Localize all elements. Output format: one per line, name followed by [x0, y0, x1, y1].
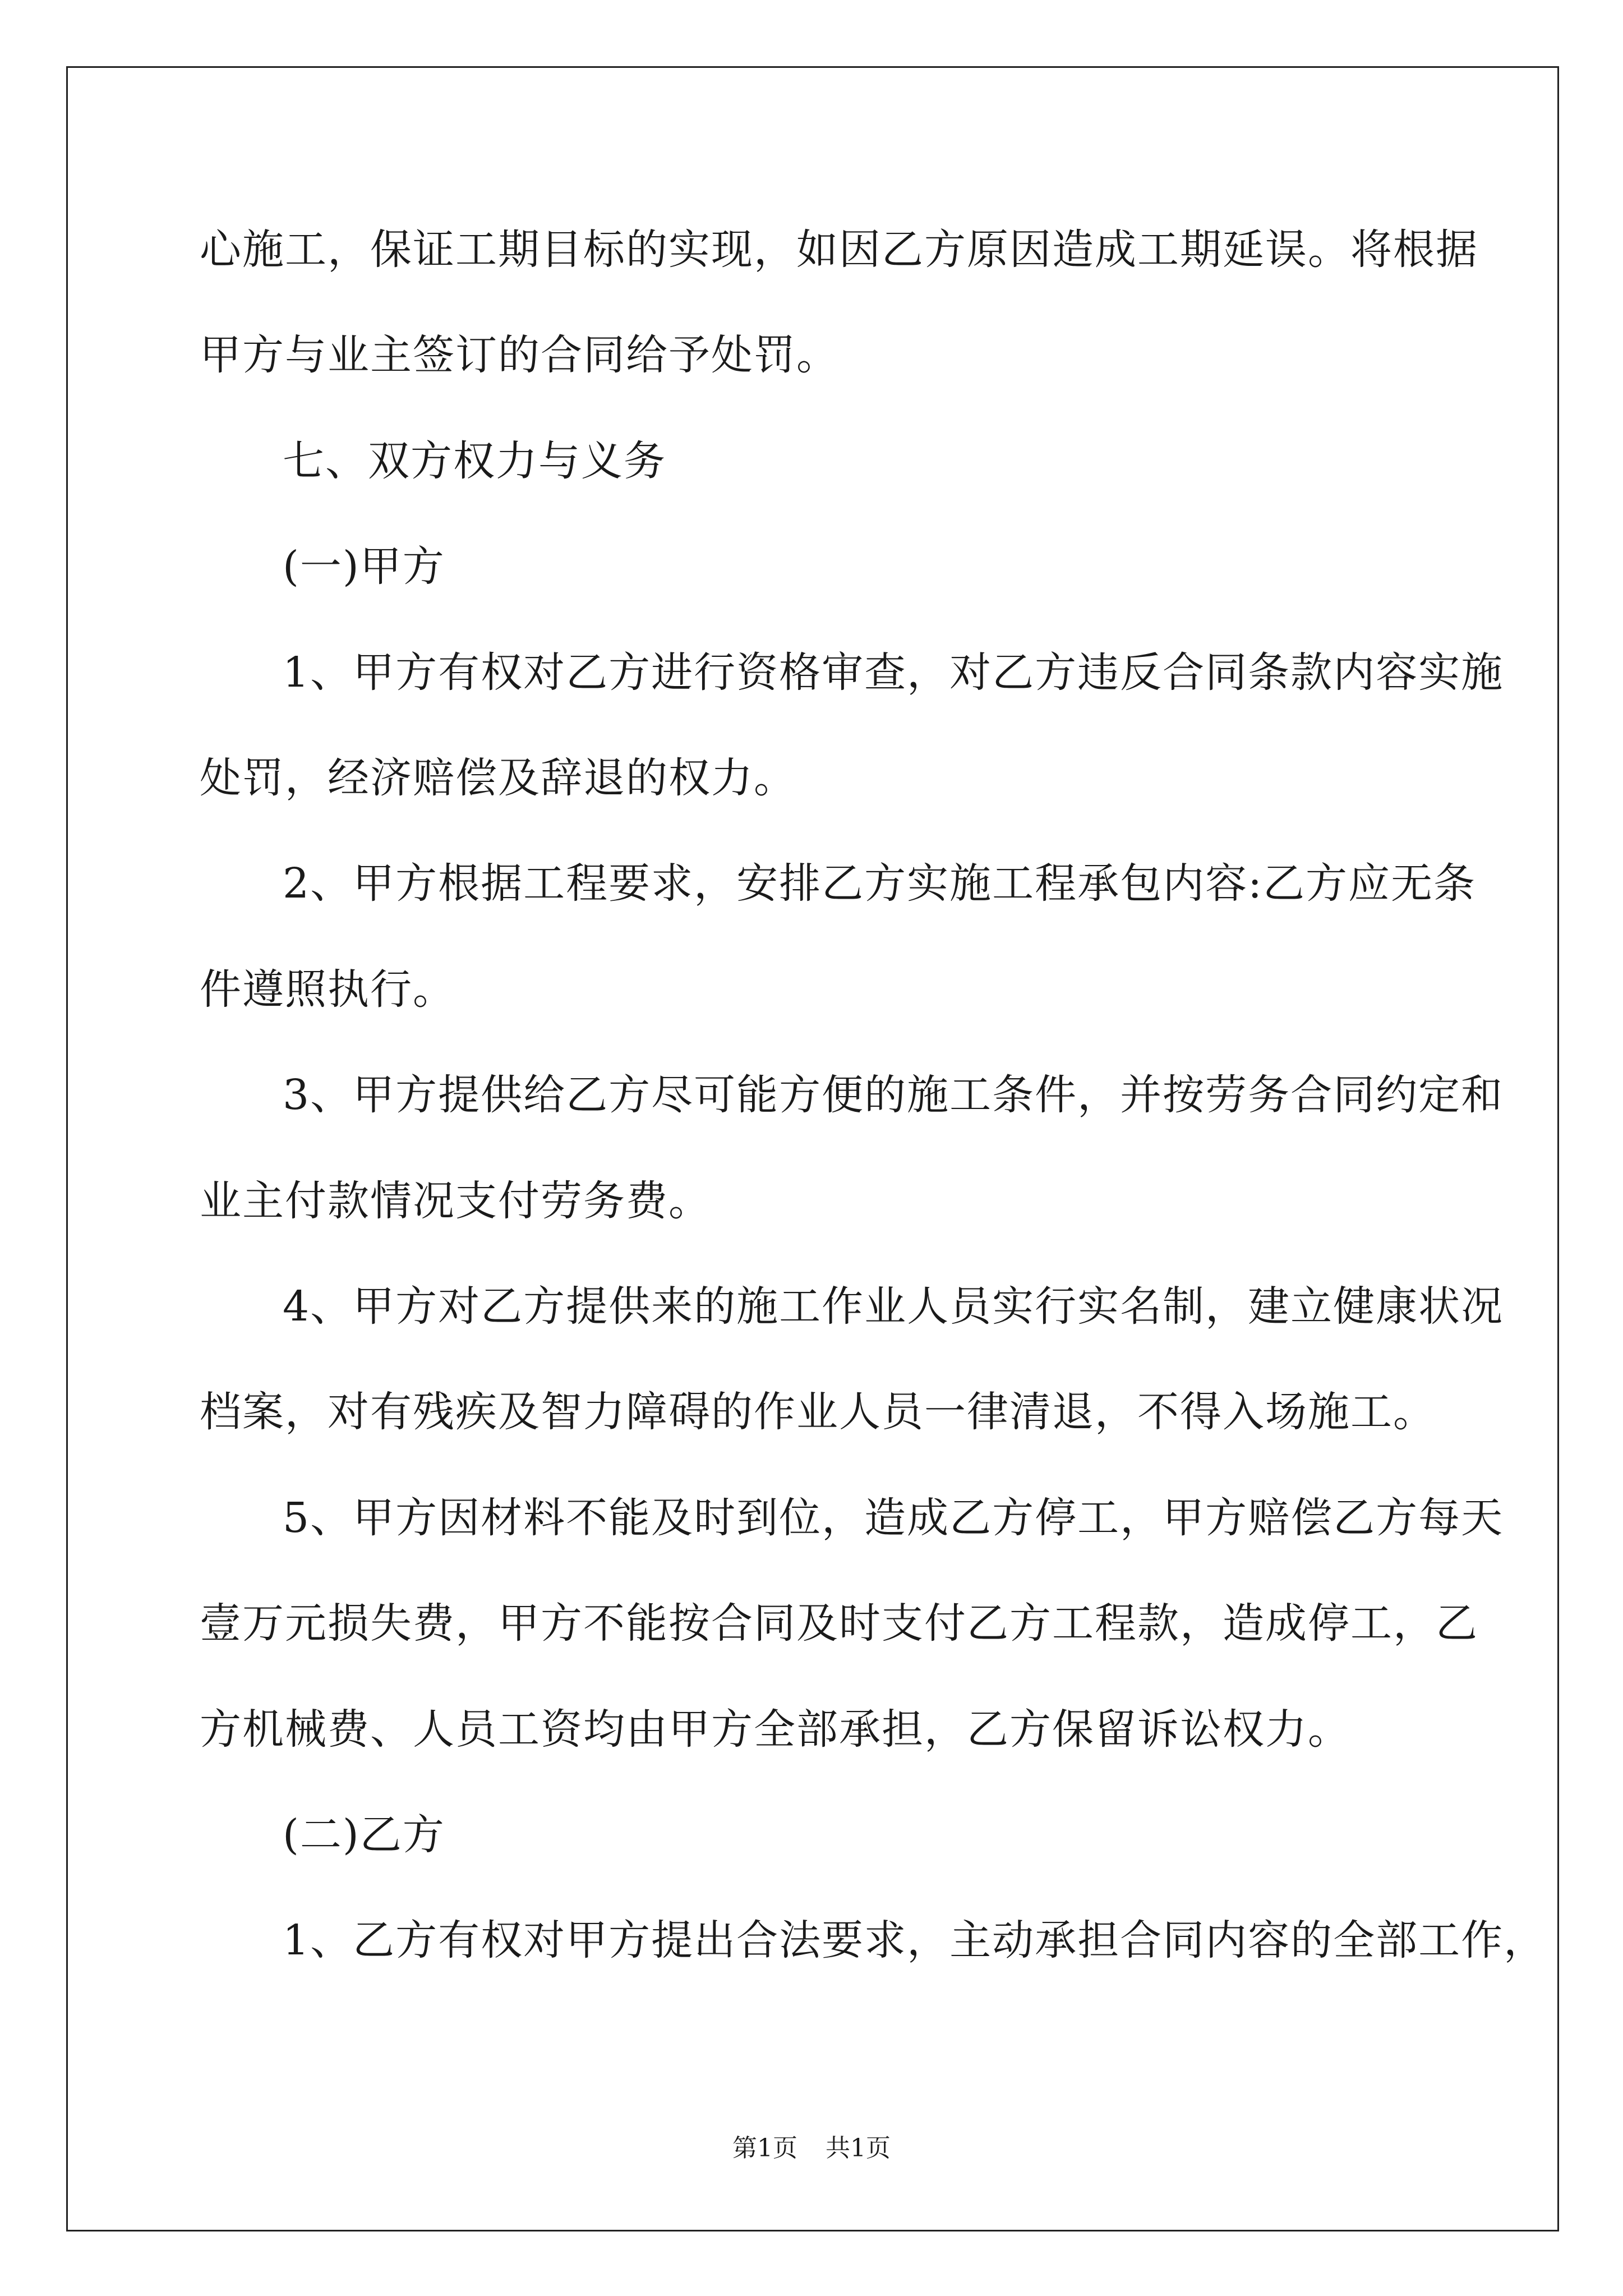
text-line: 件遵照执行。 — [200, 965, 455, 1014]
page-total: 共1页 — [826, 2134, 891, 2162]
text-line: 4、甲方对乙方提供来的施工作业人员实行实名制，建立健康状况 — [283, 1282, 1504, 1331]
text-line: 1、乙方有权对甲方提出合法要求，主动承担合同内容的全部工作， — [283, 1916, 1547, 1964]
text-line: 方机械费、人员工资均由甲方全部承担，乙方保留诉讼权力。 — [200, 1705, 1350, 1754]
subsection-heading: (一)甲方 — [283, 542, 445, 591]
text-line: 5、甲方因材料不能及时到位，造成乙方停工，甲方赔偿乙方每天 — [283, 1494, 1504, 1542]
text-line: 3、甲方提供给乙方尽可能方便的施工条件，并按劳务合同约定和 — [283, 1071, 1504, 1119]
page-number: 第1页 — [732, 2134, 797, 2162]
text-line: 档案，对有残疾及智力障碍的作业人员一律清退，不得入场施工。 — [200, 1388, 1436, 1436]
text-line: 2、甲方根据工程要求，安排乙方实施工程承包内容:乙方应无条 — [283, 859, 1477, 908]
text-line: 业主付款情况支付劳务费。 — [200, 1177, 711, 1225]
text-line: 1、甲方有权对乙方进行资格审查，对乙方违反合同条款内容实施 — [283, 648, 1504, 697]
document-body — [200, 0, 1547, 2132]
page-footer — [0, 2132, 1623, 2165]
section-heading: 七、双方权力与义务 — [283, 437, 666, 485]
text-line: 甲方与业主签订的合同给予处罚。 — [200, 331, 839, 379]
text-line: 壹万元损失费，甲方不能按合同及时支付乙方工程款，造成停工，乙 — [200, 1599, 1478, 1648]
text-line: 处罚，经济赔偿及辞退的权力。 — [200, 754, 796, 802]
subsection-heading: (二)乙方 — [283, 1811, 445, 1859]
text-line: 心施工，保证工期目标的实现，如因乙方原因造成工期延误。将根据 — [200, 226, 1478, 274]
